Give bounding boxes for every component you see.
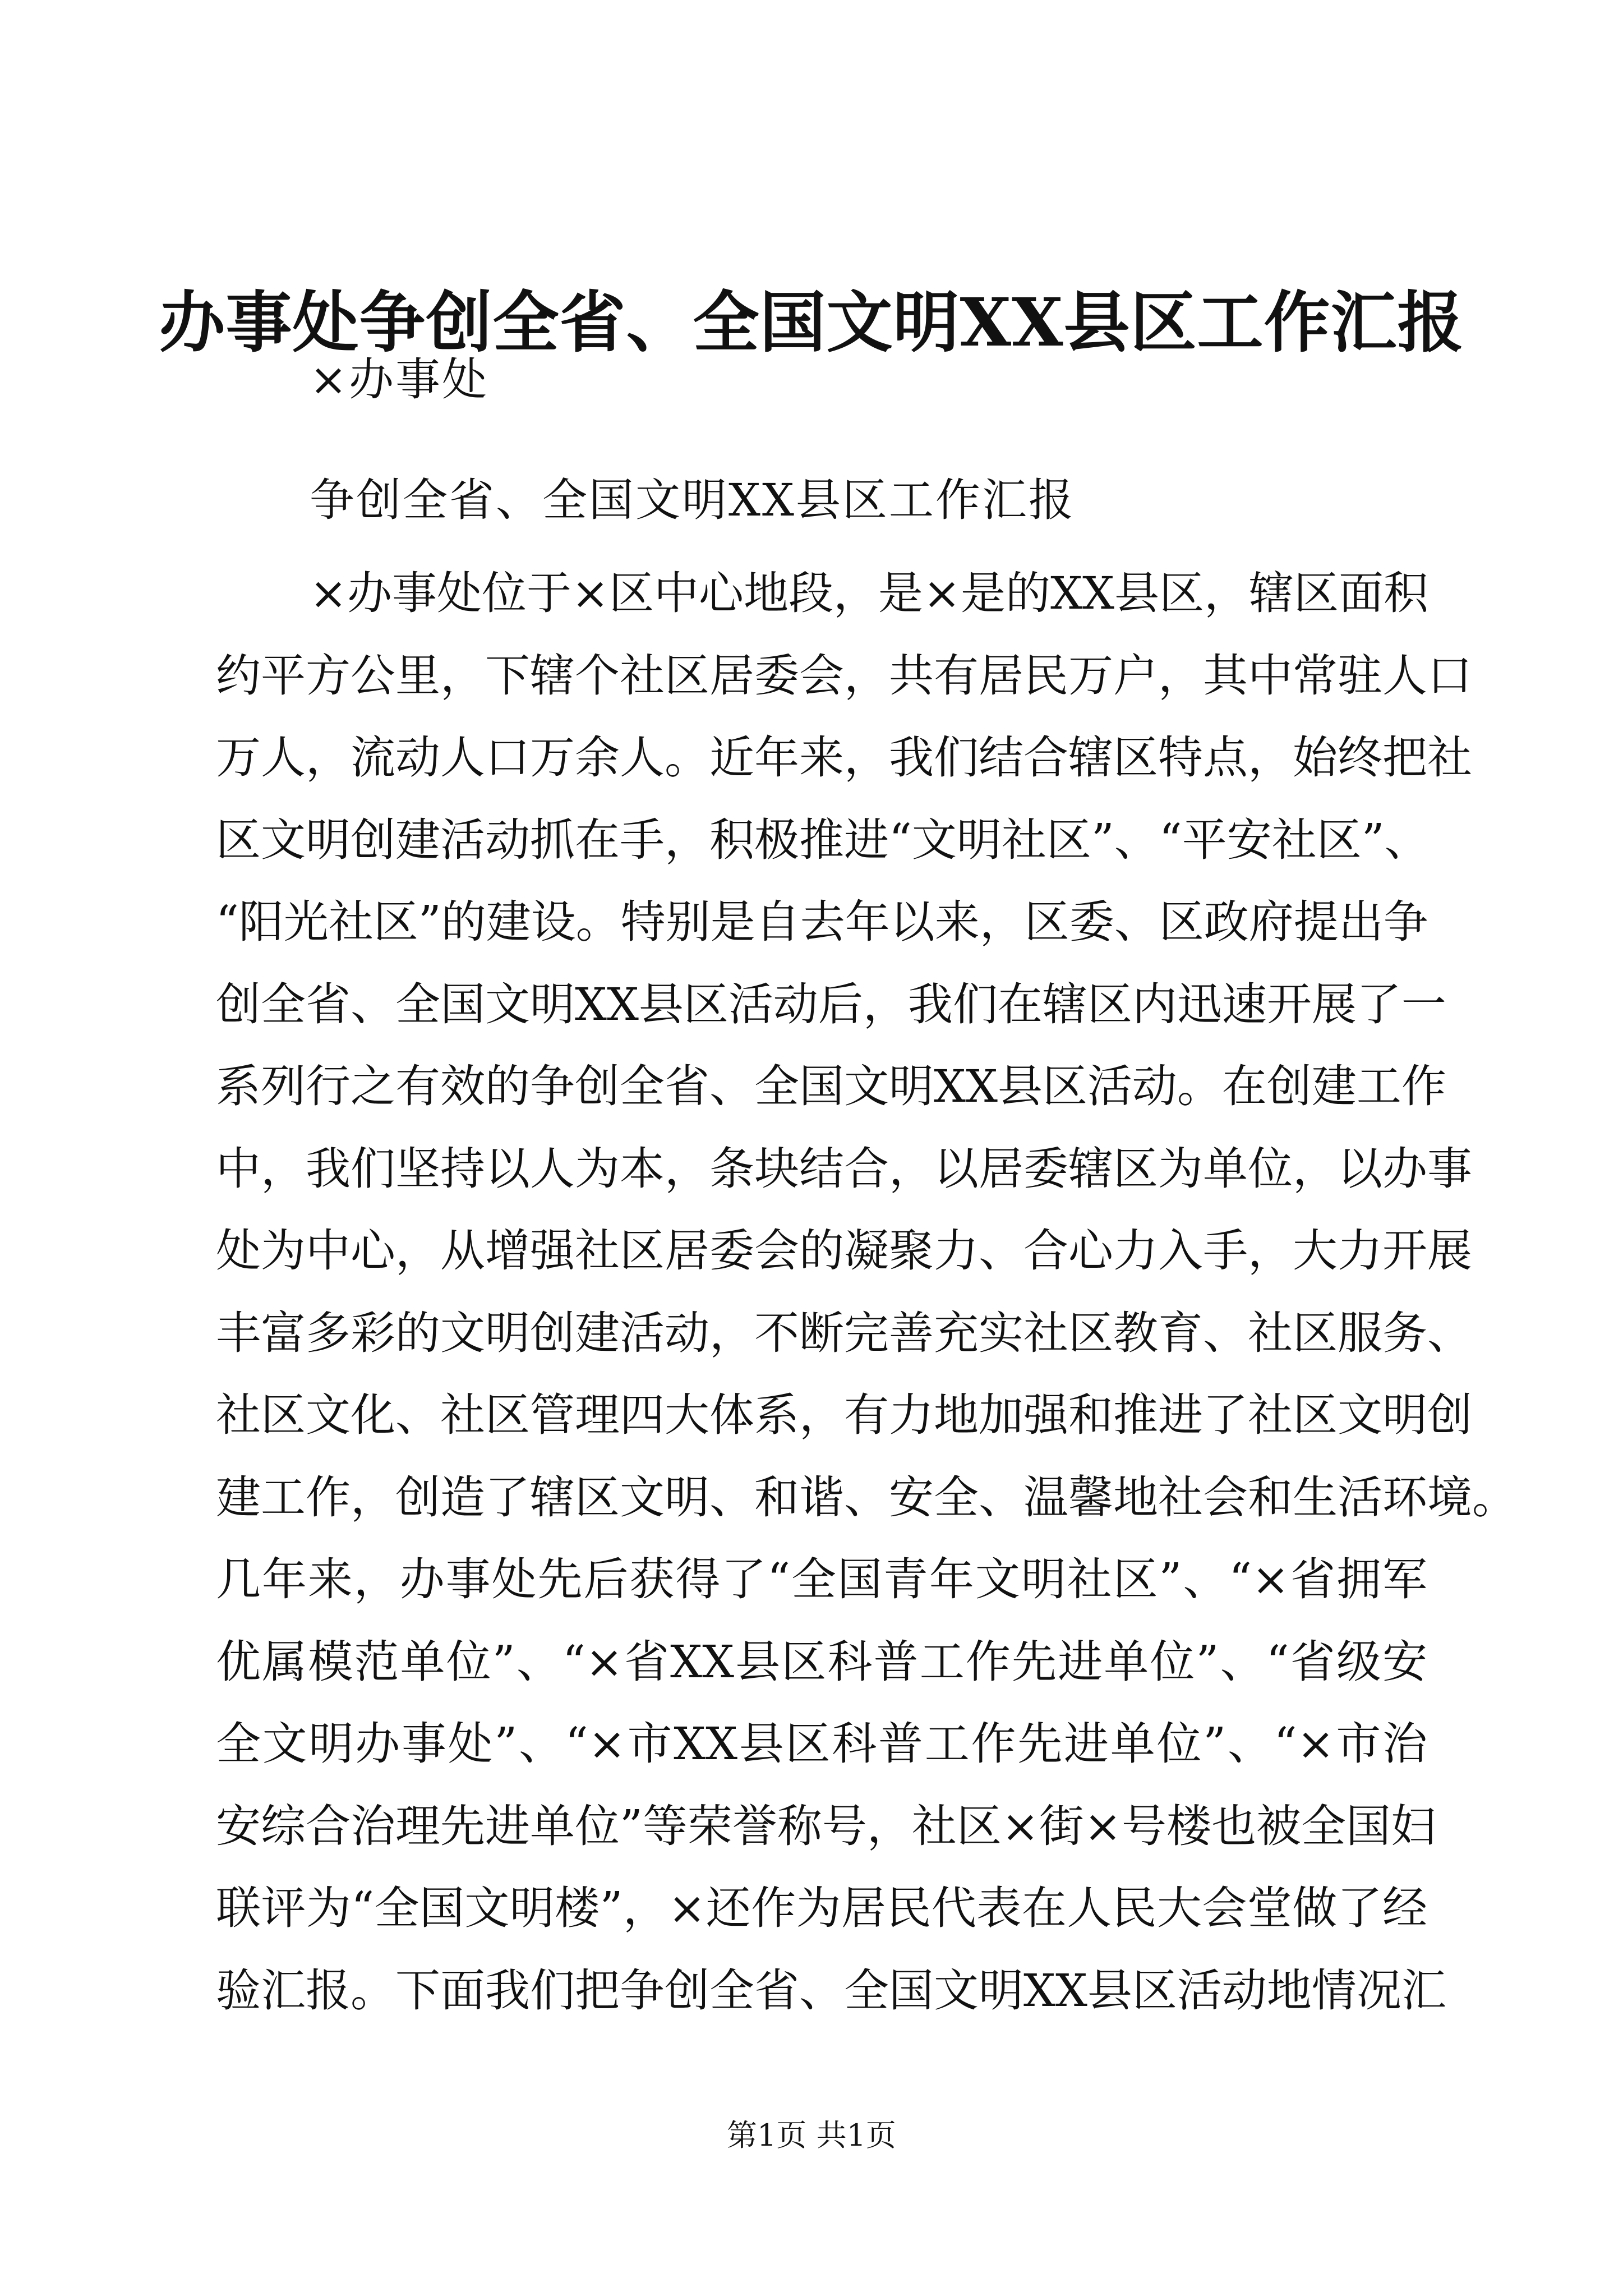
body-line: 全文明办事处”、“×市XX县区科普工作先进单位”、“×市治 <box>216 1718 1427 1770</box>
issuing-office: ×办事处 <box>310 353 489 406</box>
body-line: 中，我们坚持以人为本，条块结合，以居委辖区为单位，以办事 <box>216 1142 1472 1195</box>
body-line: 万人，流动人口万余人。近年来，我们结合辖区特点，始终把社 <box>216 731 1472 784</box>
body-line: 系列行之有效的争创全省、全国文明XX县区活动。在创建工作 <box>216 1060 1446 1112</box>
page-footer: 第1页 共1页 <box>727 2118 896 2153</box>
body-line: 安综合治理先进单位”等荣誉称号，社区×街×号楼也被全国妇 <box>216 1800 1436 1852</box>
page-title: 办事处争创全省、全国文明XX县区工作汇报 <box>159 283 1464 361</box>
body-line: “阳光社区”的建设。特别是自去年以来，区委、区政府提出争 <box>216 896 1428 948</box>
body-line: ×办事处位于×区中心地段，是×是的XX县区，辖区面积 <box>310 567 1428 619</box>
body-line: 丰富多彩的文明创建活动，不断完善充实社区教育、社区服务、 <box>216 1306 1472 1359</box>
body-paragraph <box>216 553 1517 2032</box>
body-line: 验汇报。下面我们把争创全省、全国文明XX县区活动地情况汇 <box>216 1964 1446 2017</box>
body-line: 约平方公里，下辖个社区居委会，共有居民万户，其中常驻人口 <box>216 649 1472 702</box>
body-line: 联评为“全国文明楼”，×还作为居民代表在人民大会堂做了经 <box>216 1882 1427 1934</box>
body-line: 区文明创建活动抓在手，积极推进“文明社区”、“平安社区”、 <box>216 813 1430 866</box>
body-line: 创全省、全国文明XX县区活动后，我们在辖区内迅速开展了一 <box>216 978 1446 1030</box>
body-line: 建工作，创造了辖区文明、和谐、安全、温馨地社会和生活环境。 <box>216 1471 1517 1524</box>
body-line: 处为中心，从增强社区居委会的凝聚力、合心力入手，大力开展 <box>216 1225 1472 1277</box>
body-line: 社区文化、社区管理四大体系，有力地加强和推进了社区文明创 <box>216 1389 1472 1441</box>
document-subtitle: 争创全省、全国文明XX县区工作汇报 <box>310 474 1075 526</box>
body-line: 优属模范单位”、“×省XX县区科普工作先进单位”、“省级安 <box>216 1635 1427 1688</box>
body-line: 几年来，办事处先后获得了“全国青年文明社区”、“×省拥军 <box>216 1553 1427 1605</box>
